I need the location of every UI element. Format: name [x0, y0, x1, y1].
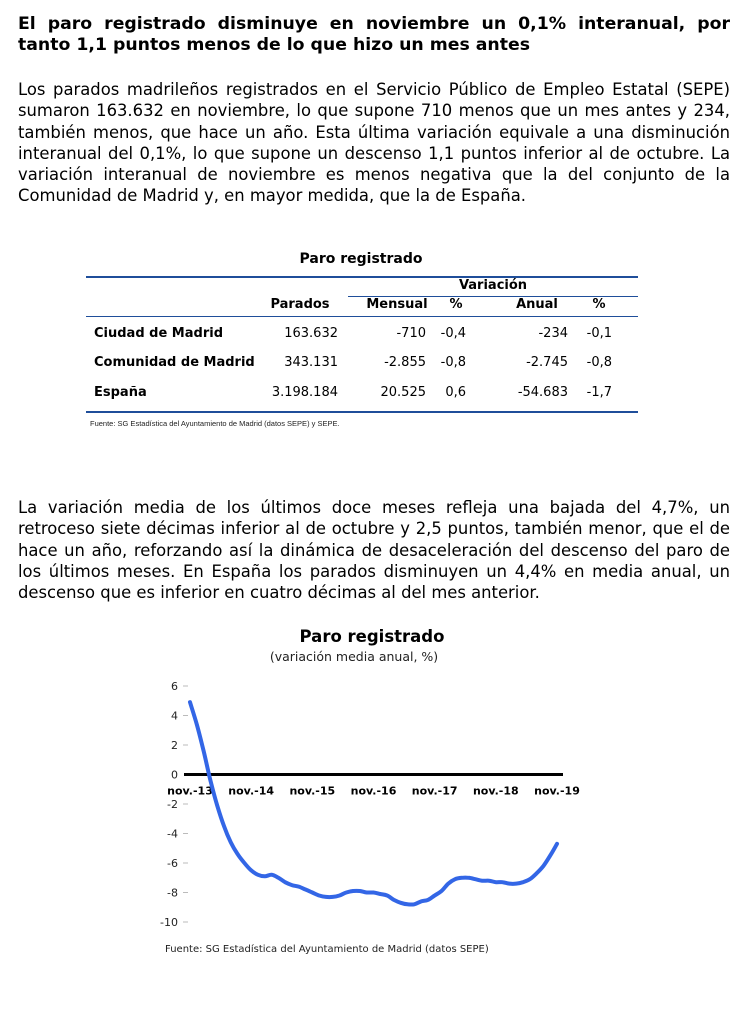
row-label: Ciudad de Madrid — [94, 326, 223, 341]
col-parados: Parados — [270, 297, 330, 312]
x-tick-label: nov.-13 — [167, 784, 213, 798]
cell-anual: -234 — [538, 326, 568, 341]
cell-mensual: -2.855 — [384, 355, 426, 370]
x-tick-label: nov.-17 — [411, 784, 458, 798]
col-anual: Anual — [516, 297, 558, 312]
x-tick-label: nov.-14 — [228, 784, 275, 798]
cell-anual-pct: -0,1 — [586, 326, 612, 341]
y-tick-label: -8 — [167, 886, 178, 900]
y-tick-label: -2 — [167, 798, 178, 811]
x-tick-label: nov.-18 — [472, 784, 519, 798]
chart-source: Fuente: SG Estadística del Ayuntamiento de Madrid (datos SEPE) — [165, 944, 489, 955]
y-tick-label: 4 — [171, 709, 178, 723]
row-label: Comunidad de Madrid — [94, 355, 255, 370]
col-mensual-pct: % — [449, 297, 463, 312]
table-bottom-rule — [86, 411, 638, 413]
col-anual-pct: % — [592, 297, 606, 312]
y-tick-label: -6 — [167, 857, 178, 870]
y-tick-label: 0 — [171, 768, 178, 782]
table-source: Fuente: SG Estadística del Ayuntamiento de Madrid (datos SEPE) y SEPE. — [90, 419, 340, 428]
headline: El paro registrado disminuye en noviembre un 0,1% interanual, por tanto 1,1 puntos menos de lo que hizo un mes antes — [18, 14, 730, 55]
row-label: España — [94, 385, 147, 400]
y-tick-label: -10 — [160, 916, 178, 929]
cell-mensual-pct: -0,8 — [440, 355, 466, 370]
cell-anual: -54.683 — [517, 385, 568, 400]
cell-mensual-pct: -0,4 — [440, 326, 466, 341]
series-line — [190, 702, 557, 904]
cell-mensual: 20.525 — [380, 385, 426, 400]
cell-mensual: -710 — [396, 326, 426, 341]
x-tick-label: nov.-15 — [289, 784, 336, 798]
y-tick-label: -4 — [167, 827, 178, 841]
col-mensual: Mensual — [366, 297, 428, 312]
paragraph-2: La variación media de los últimos doce meses refleja una bajada del 4,7%, un retroceso siete décimas inferior al de octubre y 2,5 puntos, también menor, que el de hace un año, reforzando así la dinámica de desaceleración del descenso del paro de los últimos meses. En España los parados disminuyen un 4,4% en media anual, un descenso que es inferior en cuatro décimas al del mes anterior. — [18, 498, 730, 603]
cell-parados: 163.632 — [284, 326, 338, 341]
y-tick-label: 6 — [171, 680, 178, 693]
cell-anual-pct: -1,7 — [586, 385, 612, 400]
x-tick-label: nov.-19 — [534, 784, 580, 798]
header-rule — [86, 316, 638, 317]
chart-title: Paro registrado — [299, 627, 445, 646]
chart-subtitle: (variación media anual, %) — [269, 649, 439, 664]
cell-parados: 343.131 — [284, 355, 338, 370]
y-tick-label: 2 — [171, 739, 178, 752]
cell-mensual-pct: 0,6 — [445, 385, 466, 400]
x-tick-label: nov.-16 — [350, 784, 397, 798]
cell-parados: 3.198.184 — [271, 385, 338, 400]
paragraph-1: Los parados madrileños registrados en el Servicio Público de Empleo Estatal (SEPE) sumaron 163.632 en noviembre, lo que supone 710 menos que un mes antes y 234, también menos, que hace un año. Esta última variación equivale a una disminución interanual del 0,1%, lo que supone un descenso 1,1 puntos inferior al de octubre. La variación interanual de noviembre es menos negativa que la del conjunto de la Comunidad de Madrid y, en mayor medida, que la de España. — [18, 80, 730, 206]
cell-anual-pct: -0,8 — [586, 355, 612, 370]
variacion-header: Variación — [458, 278, 528, 293]
cell-anual: -2.745 — [526, 355, 568, 370]
table-title: Paro registrado — [299, 251, 423, 267]
